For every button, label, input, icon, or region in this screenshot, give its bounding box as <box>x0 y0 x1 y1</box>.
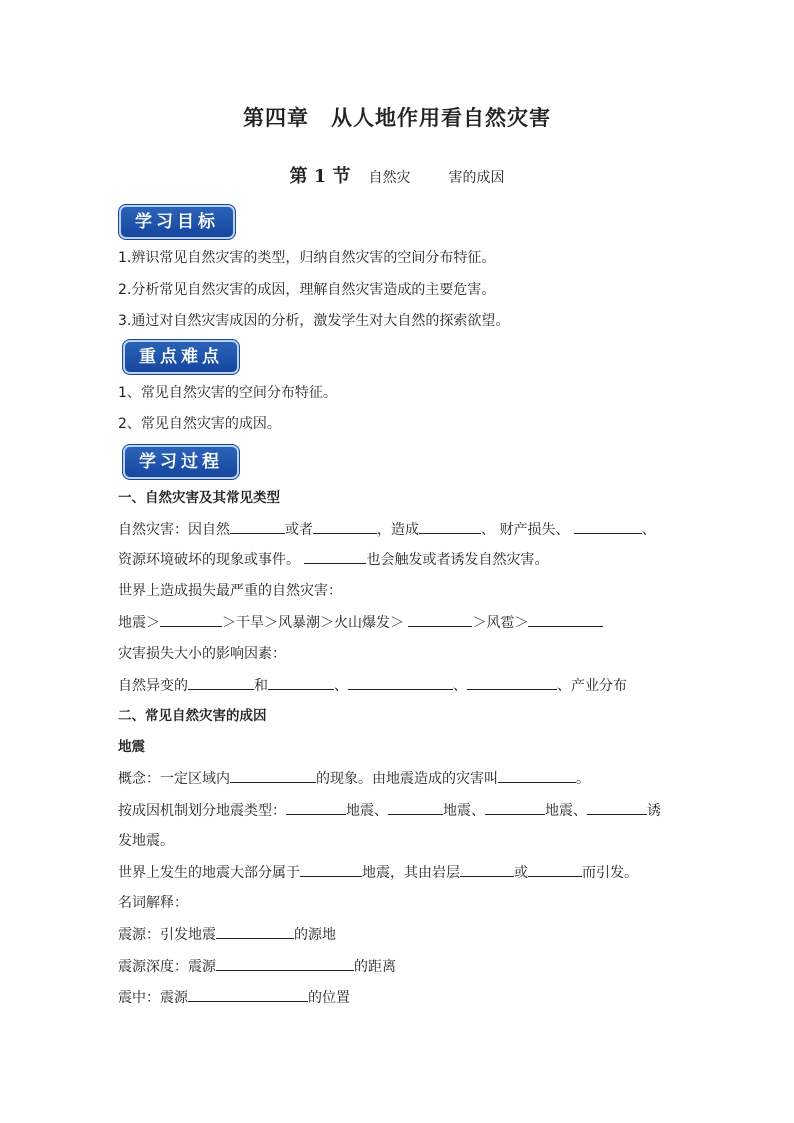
goal-item: 1.辨识常见自然灾害的类型，归纳自然灾害的空间分布特征。 <box>118 250 496 266</box>
fill-blank[interactable] <box>216 924 294 939</box>
section-heading-1: 一、自然灾害及其常见类型 <box>118 490 280 506</box>
learning-goals-badge: 学习目标 <box>121 207 233 237</box>
ranking-intro: 世界上造成损失最严重的自然灾害： <box>118 583 342 599</box>
section-title-part2: 害的成因 <box>448 170 505 186</box>
section-number: 第 1 节 <box>289 166 351 187</box>
fill-blank[interactable] <box>300 862 362 877</box>
fill-blank[interactable] <box>419 519 481 534</box>
fill-blank[interactable] <box>498 768 576 783</box>
factors-intro: 灾害损失大小的影响因素： <box>118 646 286 662</box>
fill-blank[interactable] <box>408 612 472 627</box>
fill-blank[interactable] <box>230 519 285 534</box>
fill-blank[interactable] <box>528 612 603 627</box>
fill-blank[interactable] <box>528 862 582 877</box>
definition-line-2: 资源环境破坏的现象或事件。 也会触发或者诱发自然灾害。 <box>118 549 548 570</box>
learning-process-badge: 学习过程 <box>125 447 237 477</box>
fill-blank[interactable] <box>313 519 377 534</box>
ranking-line: 地震＞ ＞干旱＞风暴潮＞火山爆发＞ ＞风雹＞ <box>118 612 603 633</box>
fill-blank[interactable] <box>188 675 254 690</box>
section-heading-2: 二、常见自然灾害的成因 <box>118 708 267 724</box>
chapter-title: 第四章 从人地作用看自然灾害 <box>243 106 551 130</box>
fill-blank[interactable] <box>467 675 557 690</box>
types-line-cont: 发地震。 <box>118 833 174 849</box>
fill-blank[interactable] <box>388 800 443 815</box>
terms-intro: 名词解释： <box>118 895 188 911</box>
term-focus: 震源：引发地震 的源地 <box>118 924 336 945</box>
goal-item: 2.分析常见自然灾害的成因，理解自然灾害造成的主要危害。 <box>118 282 496 298</box>
fill-blank[interactable] <box>304 549 366 564</box>
fill-blank[interactable] <box>485 800 545 815</box>
fill-blank[interactable] <box>286 800 346 815</box>
term-depth: 震源深度：震源 的距离 <box>118 956 396 977</box>
types-line: 按成因机制划分地震类型： 地震、 地震、 地震、 诱 <box>118 800 661 821</box>
factors-line: 自然异变的 和 、 、 、产业分布 <box>118 675 627 696</box>
fill-blank[interactable] <box>587 800 647 815</box>
fill-blank[interactable] <box>230 768 316 783</box>
definition-line: 自然灾害：因自然 或者 ，造成 、 财产损失、 、 <box>118 519 656 540</box>
term-epicenter: 震中：震源 的位置 <box>118 987 350 1008</box>
fill-blank[interactable] <box>268 675 334 690</box>
fill-blank[interactable] <box>160 612 222 627</box>
fill-blank[interactable] <box>216 956 354 971</box>
key-point-item: 2、常见自然灾害的成因。 <box>118 416 281 432</box>
majority-line: 世界上发生的地震大部分属于 地震，其由岩层 或 而引发。 <box>118 862 638 883</box>
subheading-earthquake: 地震 <box>118 739 145 755</box>
fill-blank[interactable] <box>574 519 642 534</box>
fill-blank[interactable] <box>460 862 514 877</box>
key-point-item: 1、常见自然灾害的空间分布特征。 <box>118 385 337 401</box>
fill-blank[interactable] <box>348 675 453 690</box>
section-title-part1: 自然灾 <box>368 170 411 186</box>
section-title <box>0 162 794 188</box>
fill-blank[interactable] <box>188 987 308 1002</box>
concept-line: 概念：一定区域内 的现象。由地震造成的灾害叫 。 <box>118 768 590 789</box>
goal-item: 3.通过对自然灾害成因的分析，激发学生对大自然的探索欲望。 <box>118 313 510 329</box>
key-points-badge: 重点难点 <box>125 342 237 372</box>
